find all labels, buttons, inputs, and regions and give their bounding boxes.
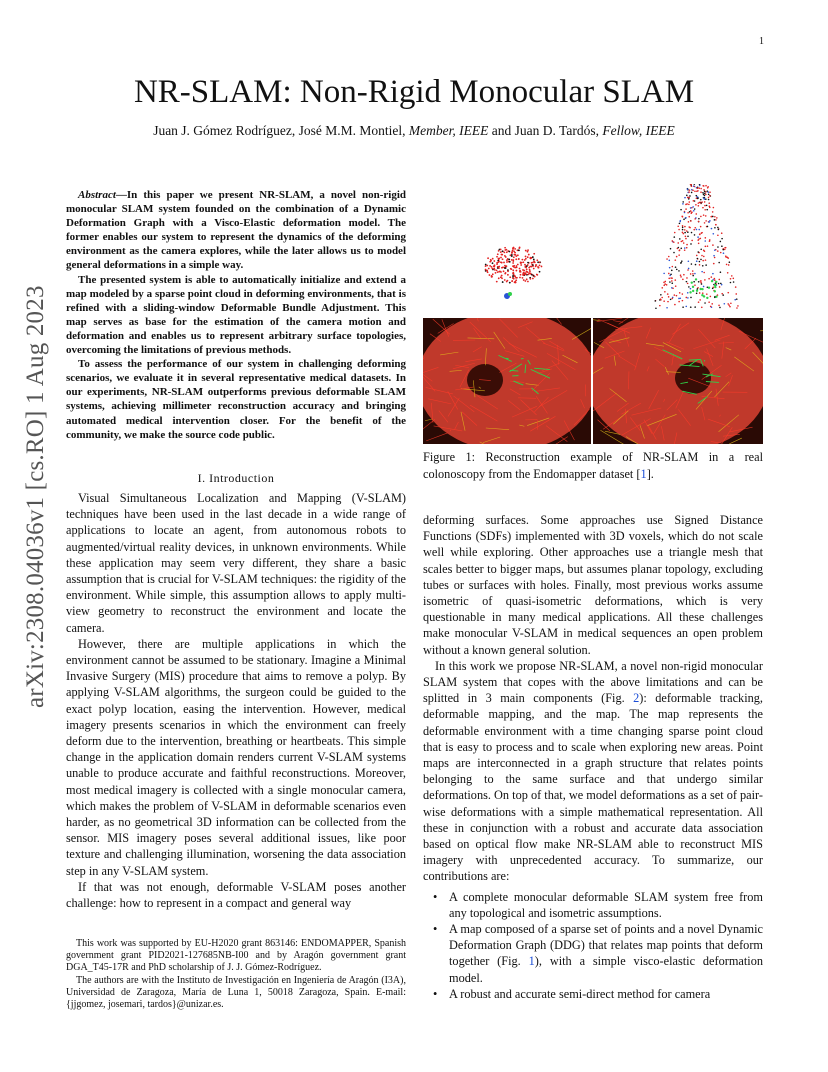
footnote-affiliation: The authors are with the Instituto de Investigación en Ingeniería de Aragón (I3A), Universidad de Zaragoza, María de Luna 1, 50018 Zaragoza, Spain. E-mail: {jjgomez, josemari, tardos}@unizar.es. bbox=[66, 974, 406, 1011]
author-line bbox=[0, 123, 828, 139]
caption-end: ]. bbox=[646, 466, 654, 481]
right-p0: deforming surfaces. Some approaches use Signed Distance Functions (SDFs) implemented with 3D voxels, which do not scale well while exploring. Other approaches use a triangle mesh that scales better to bigger maps, but assumes planar topology, excluding tubes or surfaces with holes. Finally, most previous works assume isometric of quasi-isometric deformations, which is very questionable in many medical applications. All these challenges make monocular V-SLAM in medical sequences an open problem without a known general solution. bbox=[423, 513, 763, 657]
paper-title: NR-SLAM: Non-Rigid Monocular SLAM bbox=[133, 74, 695, 110]
author-2-role: Fellow, IEEE bbox=[602, 123, 675, 138]
contribution-3: • A robust and accurate semi-direct method for camera bbox=[423, 986, 763, 1002]
authors-and: and Juan D. Tardós, bbox=[488, 123, 603, 138]
contribution-2 bbox=[423, 921, 763, 986]
abstract bbox=[66, 188, 406, 442]
abstract-p3: To assess the performance of our system in challenging deforming scenarios, we evaluate it in several representative medical datasets. In our experiments, NR-SLAM outperforms previous deformable SLAM systems, achieving millimeter reconstruction accuracy and bringing automated medical intervention closer. For the benefit of the community, we make the source code public. bbox=[66, 358, 406, 441]
colonoscopy-frame-right bbox=[593, 318, 763, 444]
abstract-label: Abstract bbox=[78, 189, 116, 201]
ref-link[interactable]: 1 bbox=[640, 466, 647, 481]
section-heading: I. Introduction bbox=[197, 471, 275, 485]
right-p1-b: ): deformable tracking, deformable mapping, and the map. The map represents the deformable environment with a time changing sparse point cloud that is easy to process and to scale when exploring new areas. Point maps are interconnected in a graph structure that relates points belonging to the same surface and that undergo similar deformations. On top of that, we model deformations as a set of pair-wise deformations with a simple mathematical representation. All these in conjunction with a robust and accurate data association based on optical flow make NR-SLAM able to reconstruct MIS imagery with unprecedented accuracy. To summarize, our contributions are: bbox=[423, 691, 763, 884]
abstract-p2: The presented system is able to automatically initialize and extend a map modeled by a sparse point cloud in deforming environments, that is refined with a sliding-window Deformable Bundle Adjustment. This map serves as base for the estimation of the camera motion and deformation and enables us to represent arbitrary surface topologies, overcoming the limitations of previous methods. bbox=[66, 273, 406, 357]
footnote-funding: This work was supported by EU-H2020 grant 863146: ENDOMAPPER, Spanish government grant PID2021-127685NB-I00 and by Aragón government grant DGA_T45-17R and PhD scholarship of J. J. Gómez-Rodríguez. bbox=[66, 938, 406, 974]
point-cloud-left bbox=[473, 244, 563, 314]
caption-text: Figure 1: Reconstruction example of NR-SLAM in a real colonoscopy from the Endomapper dataset [ bbox=[423, 450, 763, 481]
point-cloud-right bbox=[628, 184, 768, 314]
author-1-role: Member, IEEE bbox=[408, 123, 489, 138]
arxiv-stamp bbox=[4, 285, 64, 708]
contribution-1: • A complete monocular deformable SLAM system free from any topological and isometric assumptions. bbox=[423, 889, 763, 921]
fig-ref-link-2[interactable]: 1 bbox=[528, 954, 535, 969]
intro-p2: However, there are multiple applications in which the environment cannot be assumed to be stationary. Imagine a Minimal Invasive Surgery (MIS) procedure that aims to remove a polyp. By applying V-SLAM algorithms, the surgeon could be guided to the exact polyp location, easing the intervention. However, medical imagery presents scenarios in which the environment can freely deform due to the intervention, breathing or heartbeats. This simple change in the application domain renders current V-SLAM systems unable to produce accurate and faithful reconstructions. Moreover, most medical imagery is collected with a single monocular camera, which makes the problem of V-SLAM in deformable scenarios even harder, as no geometrical 3D information can be collected from the sensor. MIS imagery poses several additional issues, like poor texture and challenging illumination, worsening the data association step in any V-SLAM system. bbox=[66, 636, 406, 878]
page-number: 1 bbox=[759, 36, 764, 47]
abstract-p1-text: —In this paper we present NR-SLAM, a novel non-rigid monocular SLAM system founded on the combination of a Dynamic Deformation Graph with a Visco-Elastic deformation model. The former enables our system to represent the dynamics of the deforming environment as the camera explores, while the later allows us to model general deformations in a simple way. bbox=[66, 189, 406, 272]
intro-p3: If that was not enough, deformable V-SLAM poses another challenge: how to represent in a compact and general way bbox=[66, 879, 406, 911]
contribution-2-a: A map composed of a sparse set of points and a novel Dynamic Deformation Graph (DDG) that relates map points that deform together (Fig. bbox=[449, 922, 763, 969]
contributions-list bbox=[423, 889, 763, 1002]
right-column-body bbox=[423, 512, 763, 1002]
authors-1: Juan J. Gómez Rodríguez, José M.M. Montiel, bbox=[153, 123, 409, 138]
abstract-p1 bbox=[66, 188, 406, 273]
arxiv-id: arXiv:2308.04036v1 [cs.RO] 1 Aug 2023 bbox=[22, 285, 49, 708]
right-p1 bbox=[423, 658, 763, 885]
figure-caption bbox=[423, 449, 763, 482]
footnote bbox=[66, 938, 406, 1011]
figure-1 bbox=[423, 184, 763, 442]
colonoscopy-frame-left bbox=[423, 318, 591, 444]
fig-ref-link[interactable]: 2 bbox=[633, 691, 640, 706]
intro-p1: Visual Simultaneous Localization and Mapping (V-SLAM) techniques have been used in the last decade in a wide range of applications to locate an agent, from autonomous robots to augmented/virtual reality devices, in unknown environments. While these application may seem very different, they share a basic assumption that is crucial for V-SLAM techniques: the rigidity of the environment. While simple, this assumption allows to apply multi-view geometry to reconstruct the environment and locate the camera. bbox=[66, 491, 406, 635]
right-p1-a: In this work we propose NR-SLAM, a novel non-rigid monocular SLAM system that copes with the above limitations and can be splitted in 3 main components (Fig. bbox=[423, 658, 763, 706]
left-column-body bbox=[66, 490, 406, 911]
contribution-2-b: ), with a simple visco-elastic deformation model. bbox=[449, 954, 763, 985]
